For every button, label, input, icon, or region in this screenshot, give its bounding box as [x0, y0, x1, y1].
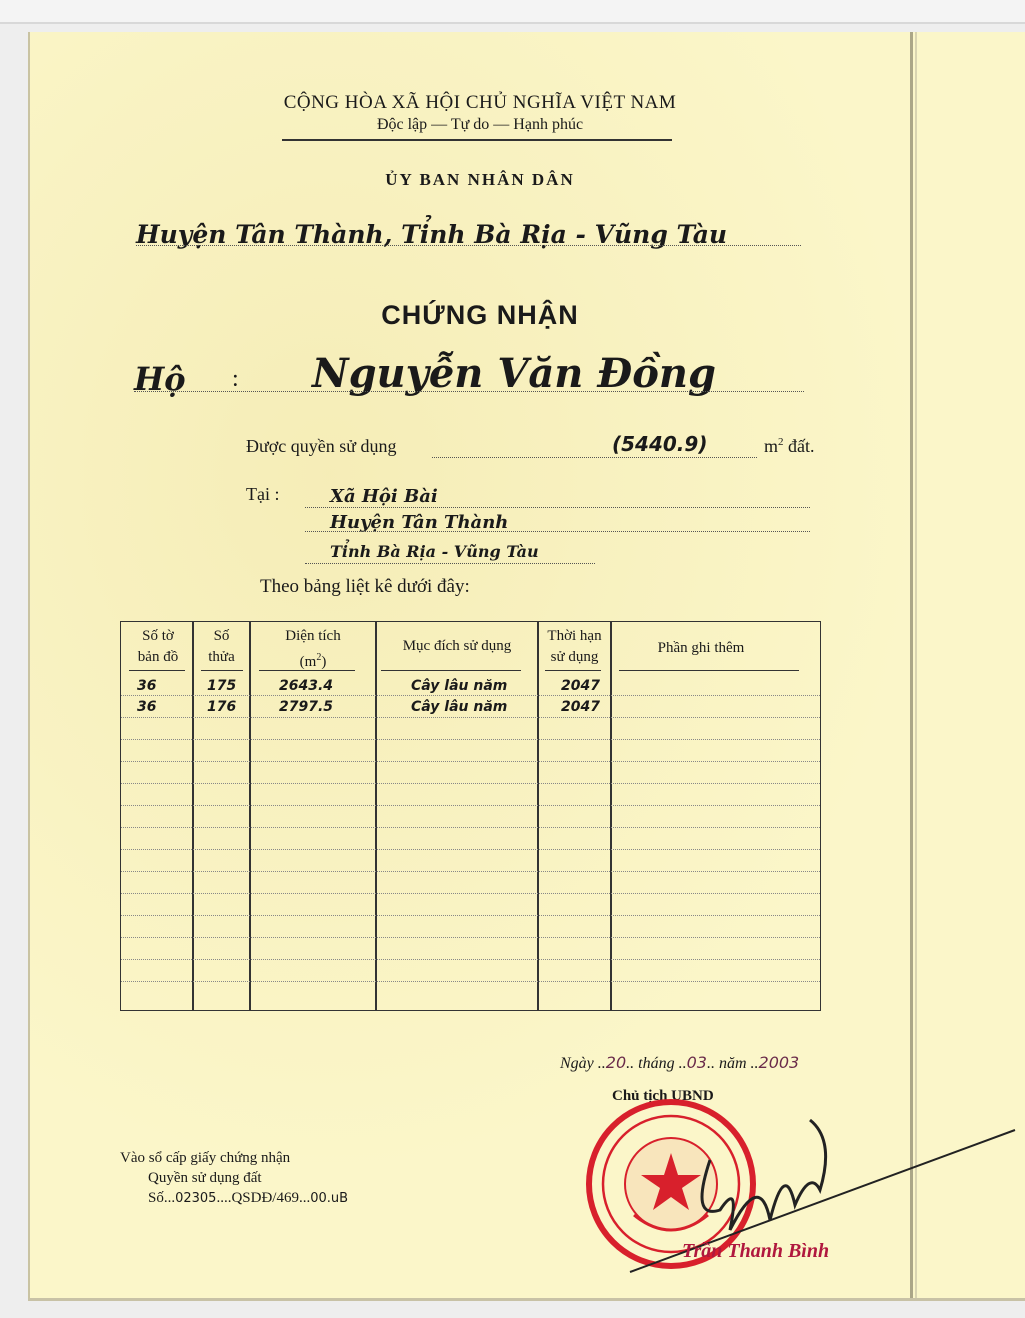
table-dotted-row — [121, 783, 820, 785]
chair-title: Chủ tịch UBND — [612, 1088, 714, 1104]
table-column-divider — [537, 622, 539, 1010]
header-purpose: Mục đích sử dụng — [402, 638, 512, 654]
household-label: Hộ — [134, 360, 186, 398]
header-underline — [259, 670, 355, 671]
address-province: Tỉnh Bà Rịa - Vũng Tàu — [330, 542, 539, 561]
table-dotted-row — [121, 717, 820, 719]
heading-underline — [282, 139, 672, 141]
table-column-divider — [192, 622, 194, 1010]
address-dotted-line — [305, 530, 810, 532]
household-colon: : — [232, 366, 239, 392]
header-notes: Phần ghi thêm — [657, 640, 745, 656]
row1-parcel: 175 — [207, 678, 237, 694]
issue-date: Ngày ..20.. tháng ..03.. năm ..2003 — [560, 1053, 800, 1072]
row2-area: 2797.5 — [279, 699, 334, 715]
row1-purpose: Cây lâu năm — [411, 678, 508, 694]
table-column-divider — [375, 622, 377, 1010]
top-edge-strip — [0, 0, 1025, 24]
header-parcel: Số thửa — [208, 628, 235, 665]
holder-name: Nguyễn Văn Đồng — [312, 350, 716, 397]
registry-number-line: Số...02305....QSDĐ/469...00.uB — [148, 1190, 349, 1206]
table-column-divider — [249, 622, 251, 1010]
signer-name: Trần Thanh Bình — [682, 1240, 830, 1262]
header-underline — [381, 670, 521, 671]
table-column-divider — [610, 622, 612, 1010]
address-district: Huyện Tân Thành — [330, 512, 509, 533]
national-motto: Độc lập — Tự do — Hạnh phúc — [376, 116, 584, 133]
row2-purpose: Cây lâu năm — [411, 699, 508, 715]
row1-area: 2643.4 — [279, 678, 334, 694]
country-heading: CỘNG HÒA XÃ HỘI CHỦ NGHĨA VIỆT NAM — [283, 92, 677, 113]
holder-dotted-line — [134, 390, 804, 392]
header-term: Thời hạn sử dụng — [547, 628, 602, 665]
address-commune: Xã Hội Bài — [330, 486, 438, 507]
parcel-table — [120, 621, 821, 1011]
address-dotted-line — [305, 562, 595, 564]
row1-map-sheet: 36 — [137, 678, 157, 694]
table-dotted-row — [121, 959, 820, 961]
header-underline — [129, 670, 185, 671]
table-dotted-row — [121, 827, 820, 829]
table-dotted-row — [121, 849, 820, 851]
page-bottom-edge — [28, 1298, 1025, 1301]
district-name: Huyện Tân Thành, Tỉnh Bà Rịa - Vũng Tàu — [136, 220, 728, 249]
committee-heading: ỦY BAN NHÂN DÂN — [385, 170, 575, 189]
total-area-value: (5440.9) — [612, 432, 708, 456]
table-dotted-row — [121, 981, 820, 983]
header-underline — [545, 670, 601, 671]
table-dotted-row — [121, 695, 820, 697]
table-dotted-row — [121, 805, 820, 807]
area-unit: $m^2$ đất. — [764, 436, 815, 456]
table-dotted-row — [121, 937, 820, 939]
district-dotted-line — [136, 244, 801, 246]
table-dotted-row — [121, 761, 820, 763]
address-dotted-line — [305, 506, 810, 508]
table-dotted-row — [121, 893, 820, 895]
list-label: Theo bảng liệt kê dưới đây: — [260, 576, 470, 597]
header-underline — [619, 670, 799, 671]
registry-line-2: Quyền sử dụng đất — [148, 1170, 262, 1186]
certificate-title: CHỨNG NHẬN — [381, 300, 579, 330]
header-underline — [201, 670, 243, 671]
table-dotted-row — [121, 739, 820, 741]
location-label: Tại : — [246, 484, 280, 504]
table-dotted-row — [121, 871, 820, 873]
row2-parcel: 176 — [207, 699, 237, 715]
row2-map-sheet: 36 — [137, 699, 157, 715]
header-area: Diện tích $(m^2)$ — [285, 628, 341, 670]
row1-term: 2047 — [561, 678, 600, 694]
area-dotted-line — [432, 456, 757, 458]
registry-line-1: Vào sổ cấp giấy chứng nhận — [120, 1150, 291, 1166]
row2-term: 2047 — [561, 699, 600, 715]
use-right-label: Được quyền sử dụng — [246, 436, 397, 456]
header-map-sheet: Số tờ bản đồ — [137, 628, 179, 665]
table-dotted-row — [121, 915, 820, 917]
